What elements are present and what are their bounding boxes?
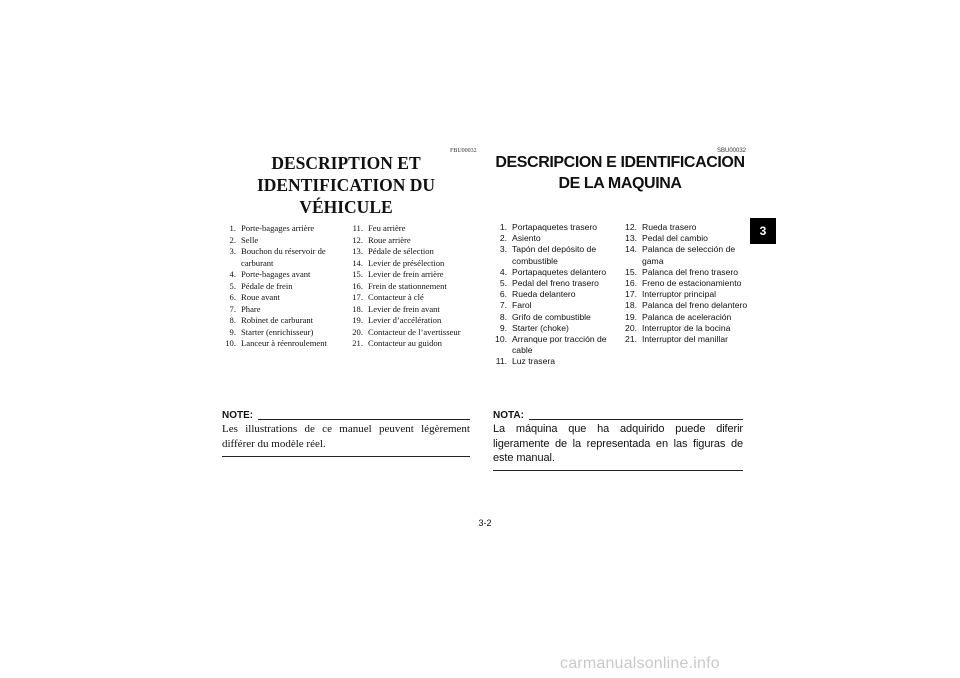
list-item [223, 338, 341, 350]
list-item-number: 14. [352, 257, 363, 268]
title-es-line1: DESCRIPCION E IDENTIFICACION [495, 154, 745, 171]
list-item-number: 11. [352, 223, 363, 233]
list-item [350, 315, 478, 327]
list-item-number: 19. [352, 315, 363, 325]
list-item [623, 334, 751, 345]
list-item [493, 356, 617, 367]
list-item [223, 223, 341, 235]
list-item [623, 289, 751, 300]
section-code-fr: FBU00032 [450, 148, 477, 154]
list-item [493, 278, 617, 289]
note-end-rule-fr [222, 456, 470, 457]
list-item-label: Levier de présélection [368, 257, 445, 268]
list-item-number: 9. [499, 322, 507, 333]
list-item [350, 269, 478, 281]
list-item-number: 13. [625, 233, 637, 244]
list-item-number: 8. [499, 311, 507, 322]
list-item-number: 5. [229, 280, 236, 291]
list-item [623, 267, 751, 278]
list-item-number: 13. [352, 246, 363, 256]
list-item-number: 18. [352, 303, 363, 314]
list-item-label: Pédale de sélection [368, 246, 434, 256]
note-rule-es [529, 419, 743, 420]
list-item [493, 289, 617, 300]
list-item-label: Palanca del freno trasero [642, 266, 739, 277]
list-item [350, 338, 478, 350]
list-item-label: Portapaquetes delantero [512, 266, 607, 277]
list-item-number: 10. [225, 338, 236, 348]
parts-list-fr-col1 [223, 223, 341, 350]
list-item-label: Rueda delantero [512, 289, 576, 300]
list-item-label: Robinet de carburant [241, 315, 314, 325]
list-item-label: Portapaquetes trasero [512, 222, 598, 232]
list-item-label: Roue arrière [368, 234, 411, 245]
list-item-label: Contacteur au guidon [368, 338, 442, 348]
list-item-number: 21. [352, 338, 363, 348]
list-item-label: Levier d’accélération [368, 315, 442, 325]
chapter-tab: 3 [750, 218, 776, 244]
note-label-es: NOTA: [493, 410, 524, 421]
list-item [223, 281, 341, 293]
list-item-number: 9. [229, 326, 236, 337]
list-item-number: 14. [625, 244, 637, 255]
page-number: 3-2 [478, 518, 492, 528]
list-item-label: Phare [241, 303, 261, 314]
list-item-number: 16. [352, 280, 363, 291]
list-item-label: Porte-bagages arrière [241, 223, 315, 233]
list-item [493, 300, 617, 311]
list-item-label: Palanca del freno delantero [642, 300, 748, 311]
page-title-fr [222, 152, 470, 218]
list-item-label: Roue avant [241, 292, 280, 302]
list-item-number: 20. [352, 326, 363, 337]
list-item [623, 300, 751, 311]
list-item-number: 4. [229, 269, 236, 279]
note-header-fr [222, 408, 470, 422]
list-item [623, 233, 751, 244]
parts-list-es-col1 [493, 222, 617, 368]
list-item-number: 18. [625, 300, 637, 311]
list-item-number: 21. [625, 334, 637, 345]
watermark: carmanualsonline.info [560, 655, 720, 672]
list-item [623, 323, 751, 334]
list-item-number: 1. [499, 222, 507, 232]
list-item-number: 6. [499, 289, 507, 300]
note-box-fr [222, 408, 470, 457]
list-item-number: 4. [499, 266, 507, 277]
list-item-number: 3. [229, 246, 236, 256]
list-item-number: 20. [625, 322, 637, 333]
title-es-line2: DE LA MAQUINA [558, 175, 682, 192]
list-item [493, 323, 617, 334]
list-item-label: Selle [241, 234, 259, 245]
list-item-label: Interruptor principal [642, 289, 717, 300]
list-item-label: Palanca de aceleración [642, 311, 732, 322]
list-item-label: Asiento [512, 233, 541, 244]
list-item-label: Frein de stationnement [368, 280, 447, 291]
list-item-number: 3. [499, 244, 507, 255]
list-item-label: Freno de estacionamiento [642, 278, 742, 289]
list-item-number: 17. [352, 292, 363, 302]
list-item-label: Farol [512, 300, 532, 311]
list-item-label: Lanceur à réenroulement [241, 338, 327, 348]
list-item-label: Contacteur à clé [368, 292, 424, 302]
list-item-label: Tapón del depósito de combustible [512, 244, 597, 266]
list-item-label: Rueda trasero [642, 222, 697, 232]
list-item [493, 267, 617, 278]
list-item-number: 7. [499, 300, 507, 311]
note-label-fr: NOTE: [222, 410, 254, 421]
list-item [350, 223, 478, 235]
list-item-number: 1. [229, 223, 236, 233]
title-fr-line1: DESCRIPTION ET [271, 153, 421, 173]
list-item-number: 8. [229, 315, 236, 325]
list-item [350, 281, 478, 293]
list-item-number: 15. [352, 269, 363, 279]
list-item [223, 327, 341, 339]
list-item [350, 235, 478, 247]
section-code-es: SBU00032 [717, 148, 747, 154]
list-item [223, 315, 341, 327]
list-item [350, 327, 478, 339]
list-item [350, 304, 478, 316]
list-item [350, 292, 478, 304]
list-item-label: Luz trasera [512, 356, 555, 367]
list-item [493, 233, 617, 244]
list-item-number: 6. [229, 292, 236, 302]
list-item-label: Starter (choke) [512, 322, 569, 333]
list-item [493, 222, 617, 233]
list-item-label: Pedal del cambio [642, 233, 708, 244]
list-item [623, 222, 751, 233]
note-text-fr: Les illustrations de ce manuel peuvent légèrement différer du modèle réel. [222, 423, 470, 450]
list-item-number: 17. [625, 289, 637, 300]
list-item-number: 2. [229, 234, 236, 245]
list-item [493, 312, 617, 323]
note-rule-fr [258, 419, 470, 420]
list-item [493, 334, 617, 356]
list-item-label: Grifo de combustible [512, 311, 591, 322]
list-item [350, 258, 478, 270]
list-item [493, 244, 617, 266]
list-item [223, 269, 341, 281]
list-item-label: Feu arrière [368, 223, 406, 233]
parts-list-fr-col2 [350, 223, 478, 350]
list-item-number: 10. [495, 334, 507, 345]
list-item-label: Interruptor del manillar [642, 334, 728, 345]
list-item-label: Levier de frein avant [368, 303, 440, 314]
list-item-label: Pedal del freno trasero [512, 278, 599, 289]
note-end-rule-es [493, 470, 743, 471]
list-item [223, 292, 341, 304]
list-item-label: Porte-bagages avant [241, 269, 311, 279]
list-item-number: 16. [625, 278, 637, 289]
list-item [223, 304, 341, 316]
list-item-number: 12. [625, 222, 637, 232]
page-title-es [490, 152, 750, 194]
list-item-label: Interruptor de la bocina [642, 322, 731, 333]
list-item-number: 12. [352, 234, 363, 245]
note-header-es [493, 408, 743, 422]
list-item-number: 7. [229, 303, 236, 314]
list-item-label: Contacteur de l’avertisseur [368, 326, 461, 337]
list-item-label: Pédale de frein [241, 280, 293, 291]
list-item [623, 244, 751, 266]
list-item [623, 278, 751, 289]
list-item [623, 312, 751, 323]
list-item-label: Palanca de selección de gama [642, 244, 736, 266]
list-item [223, 246, 341, 269]
list-item-label: Bouchon du réservoir de carburant [241, 246, 326, 268]
list-item-number: 19. [625, 311, 637, 322]
list-item-number: 11. [495, 356, 507, 367]
parts-list-es-col2 [623, 222, 751, 345]
list-item-label: Arranque por tracción de cable [512, 334, 607, 356]
list-item [350, 246, 478, 258]
list-item-label: Starter (enrichisseur) [241, 326, 314, 337]
list-item [223, 235, 341, 247]
list-item-label: Levier de frein arrière [368, 269, 444, 279]
list-item-number: 2. [499, 233, 507, 244]
list-item-number: 5. [499, 278, 507, 289]
title-fr-line2: IDENTIFICATION DU VÉHICULE [256, 175, 436, 217]
note-box-es [493, 408, 743, 471]
note-text-es: La máquina que ha adquirido puede diferir ligeramente de la representada en las figuras de este manual. [493, 423, 743, 464]
list-item-number: 15. [625, 266, 637, 277]
